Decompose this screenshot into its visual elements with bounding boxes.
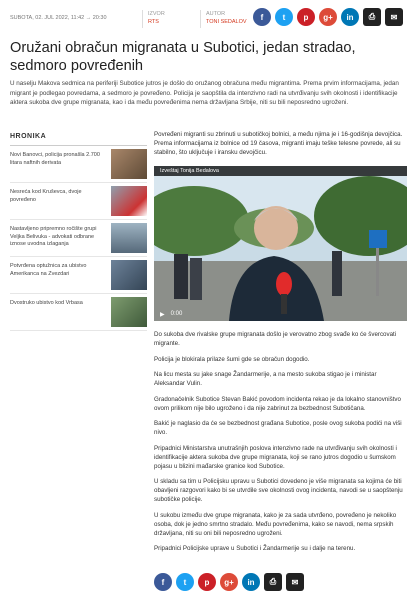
article-meta-bar — [10, 8, 403, 30]
body-paragraph: U skladu sa tim u Policijsku upravu u Subotici dovedeno je više migranata sa kojima će biti obavljeni razgovori kako bi se utvrdile sve okolnosti ovog incidenta, navodi se u saopštenju subotičke policije. — [154, 478, 403, 503]
print-icon[interactable]: ⎙ — [264, 573, 282, 591]
article-lead: U naselju Makova sedmica na periferiji Subotice jutros je došlo do oružanog obračuna među migrantima. Prema prvim informacijama, jedan migrant je podlegao povredama, a sedmoro je povređeno. Policija je saopštila da intenzivno radi na utvrđivanju svih okolnosti i identifikacije aktera sukoba dve grupe migranata, kao i da među povređenima nema državljana Srbije, niti su bili neposredno ugroženi. — [10, 80, 399, 106]
divider — [200, 10, 201, 28]
sidebar-news-item[interactable] — [10, 220, 147, 257]
share-buttons-top — [253, 8, 403, 26]
video-frame-illustration — [154, 166, 407, 321]
sidebar-hronika — [10, 133, 147, 331]
divider — [142, 10, 143, 28]
news-thumbnail[interactable] — [111, 149, 147, 179]
sidebar-news-title[interactable]: Potvrđena optužnica za ubistvo Amerikanca na Zvezdari — [10, 263, 87, 277]
news-thumbnail[interactable] — [111, 260, 147, 290]
source-block — [148, 10, 165, 26]
sidebar-news-item[interactable] — [10, 146, 147, 183]
share-buttons-bottom — [154, 573, 304, 591]
body-paragraph: Gradonačelnik Subotice Stevan Bakić povodom incidenta rekao je da lokalno stanovništvo ovom prilikom nije bilo ugroženo i da nije zabrinut za bezbednost Subotičana. — [154, 395, 401, 412]
intro-paragraph: Povređeni migranti su zbrinuti u subotičkoj bolnici, a među njima je i 16-godišnja devojčica. Prema informacijama iz bolnice od 19 časova, migranti imaju teške telesne povrede, ali su stabilno, što uključuje i iransku devojčicu. — [154, 131, 403, 156]
sidebar-heading: HRONIKA — [10, 133, 147, 146]
video-caption: Izveštaj Tonija Bedalova — [154, 166, 407, 176]
body-paragraph: Pripadnici Policijske uprave u Subotici i Žandarmerije su i dalje na terenu. — [154, 545, 356, 552]
news-thumbnail[interactable] — [111, 297, 147, 327]
body-paragraph: Policija je blokirala prilaze šumi gde se obračun dogodio. — [154, 355, 310, 363]
google-plus-icon[interactable]: g+ — [220, 573, 238, 591]
article-body — [154, 330, 407, 560]
article-body-intro — [154, 130, 407, 162]
article-title: Oružani obračun migranata u Subotici, jedan stradao, sedmoro povređenih — [10, 40, 356, 74]
play-icon[interactable]: ▶ — [160, 311, 165, 318]
source-label: IZVOR — [148, 11, 165, 17]
author-label: AUTOR — [206, 11, 226, 17]
video-controls — [154, 307, 407, 321]
author-block — [206, 10, 247, 26]
body-paragraph: U sukobu između dve grupe migranata, kako je za sada utvrđeno, povređeno je nekoliko osoba, dok je jedno smrtno stradalo. Među povređenima, kako se navodi, nema srpskih državljana, niti su oni bili neposredno ugroženi. — [154, 511, 397, 537]
pinterest-icon[interactable]: p — [198, 573, 216, 591]
body-paragraph: Bakić je naglasio da će se bezbednost građana Subotice, posle ovog sukoba podići na viši nivo. — [154, 420, 402, 436]
twitter-icon[interactable]: t — [176, 573, 194, 591]
google-plus-icon[interactable]: g+ — [319, 8, 337, 26]
body-paragraph: Pripadnici Ministarstva unutrašnjih poslova intenzivno rade na utvrđivanju svih okolnosti i identifikacije aktera sukoba dve grupe migranata, koji se rano jutros dogodio u šumskom pojasu u blizini mađarske granice kod Subotice. — [154, 444, 397, 470]
twitter-icon[interactable]: t — [275, 8, 293, 26]
video-time: 0:00 — [170, 311, 183, 317]
linkedin-icon[interactable]: in — [341, 8, 359, 26]
publish-date: SUBOTA, 02. JUL 2022, 11:42 → 20:30 — [10, 15, 107, 21]
sidebar-news-item[interactable] — [10, 183, 147, 220]
news-thumbnail[interactable] — [111, 186, 147, 216]
body-paragraph: Na licu mesta su jake snage Žandarmerije, a na mesto sukoba stigao je i ministar Aleksandar Vulin. — [154, 371, 377, 387]
author-value[interactable]: TONI SEDALOV — [206, 19, 247, 25]
sidebar-news-item[interactable] — [10, 257, 147, 294]
email-icon[interactable]: ✉ — [286, 573, 304, 591]
sidebar-news-title[interactable]: Nesreća kod Kruševca, dvoje povređeno — [10, 189, 82, 203]
video-player[interactable] — [154, 166, 407, 321]
print-icon[interactable]: ⎙ — [363, 8, 381, 26]
body-paragraph: Do sukoba dve rivalske grupe migranata došlo je verovatno zbog svađe ko će švercovati migrante. — [154, 331, 397, 347]
facebook-icon[interactable]: f — [154, 573, 172, 591]
sidebar-news-title[interactable]: Dvostruko ubistvo kod Vrbasa — [10, 300, 83, 306]
facebook-icon[interactable]: f — [253, 8, 271, 26]
sidebar-news-title[interactable]: Nastavljeno pripremno ročište grupi Veljka Belivuka - advokati odbrane iznose uvodna izlaganja — [10, 226, 97, 247]
sidebar-news-item[interactable] — [10, 294, 147, 331]
source-value[interactable]: RTS — [148, 19, 159, 25]
email-icon[interactable]: ✉ — [385, 8, 403, 26]
news-thumbnail[interactable] — [111, 223, 147, 253]
pinterest-icon[interactable]: p — [297, 8, 315, 26]
linkedin-icon[interactable]: in — [242, 573, 260, 591]
sidebar-news-title[interactable]: Novi Banovci, policija pronašla 2.700 litara naftnih derivata — [10, 152, 100, 166]
